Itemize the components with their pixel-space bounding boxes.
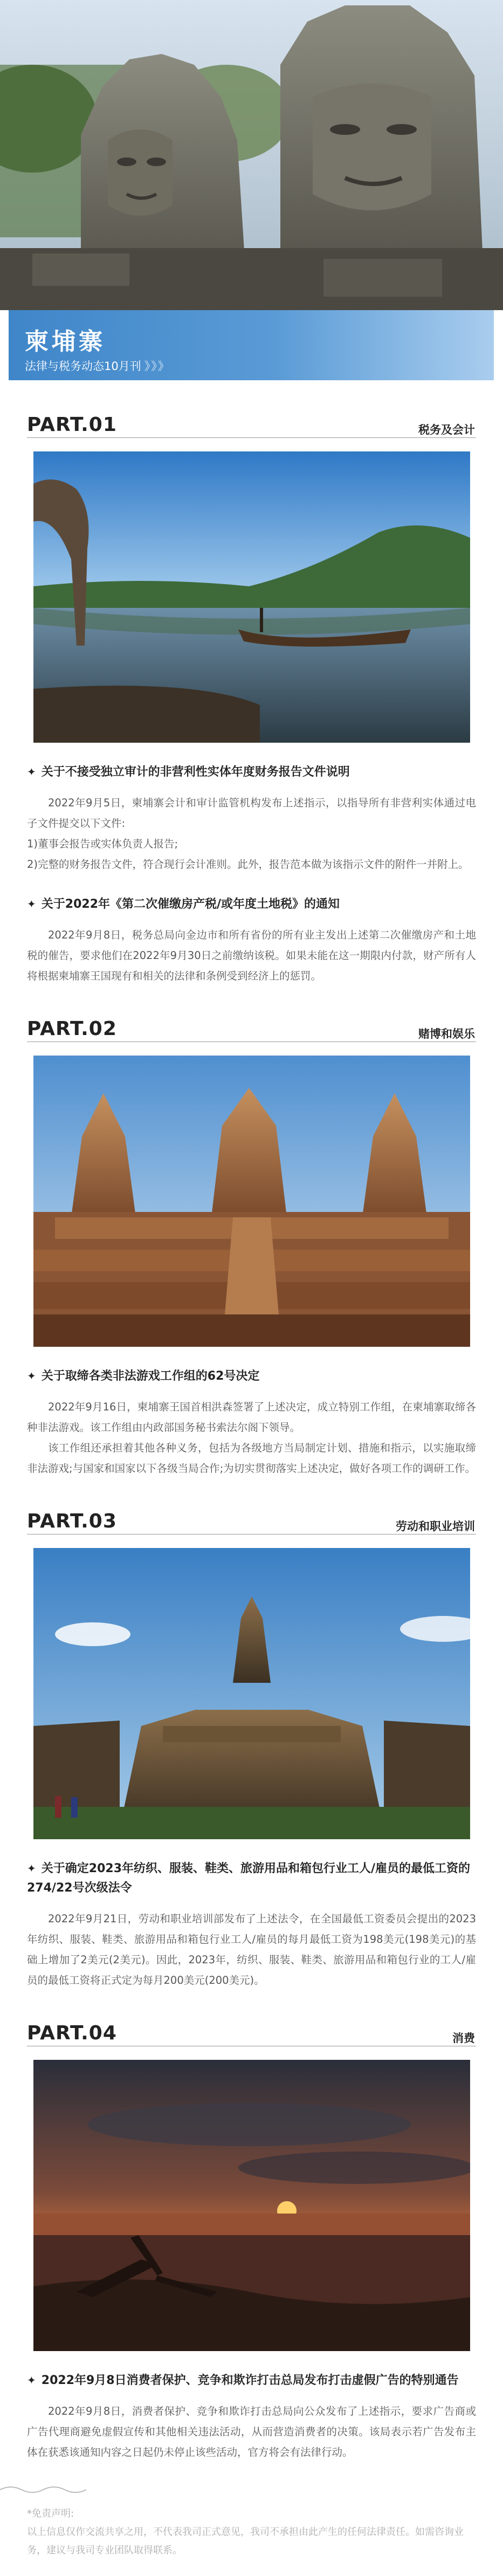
photo-sunset-beach: [33, 2060, 470, 2351]
article-paragraph: 2022年9月8日，消费者保护、竞争和欺诈打击总局向公众发布了上述指示，要求广告商或广告代理商避免虚假宣传和其他相关违法活动，从而营造消费者的决策。该局表示若广告发布主体在获悉该通知内容之日起仍未停止该些活动，官方将会有法律行动。: [27, 2405, 476, 2458]
article-heading-text: 关于确定2023年纺织、服装、鞋类、旅游用品和箱包行业工人/雇员的最低工资的274/22号次级法令: [27, 1862, 471, 1895]
chevrons-icon: 》》》: [144, 360, 170, 373]
article-heading-text: 关于不接受独立审计的非营利性实体年度财务报告文件说明: [41, 765, 350, 779]
section-part-02: [0, 1006, 503, 1479]
article-heading-text: 2022年9月8日消费者保护、竞争和欺诈打击总局发布打击虚假广告的特别通告: [41, 2374, 459, 2387]
article-paragraph: 该工作组还承担着其他各种义务，包括为各级地方当局制定计划、措施和指示，以实施取缔非法游戏;与国家和国家以下各级当局合作;为切实贯彻落实上述决定，做好各项工作的调研工作。: [27, 1442, 476, 1475]
photo-river-boat: [33, 451, 470, 743]
part-title: PART.01: [27, 414, 117, 436]
wave-divider-icon: [0, 2484, 86, 2495]
photo-temple-towers: [33, 1056, 470, 1347]
part-category: 赌博和娱乐: [418, 1027, 475, 1040]
banner-subtitle: [25, 358, 170, 374]
part-header: [12, 1006, 491, 1044]
part-category: 消费: [452, 2032, 475, 2045]
article-heading-text: 关于2022年《第二次催缴房产税/或年度土地税》的通知: [41, 898, 340, 911]
banner-subtitle-text: 法律与税务动态10月刊: [25, 360, 141, 373]
part-header: [12, 402, 491, 440]
article-heading: [27, 1859, 476, 1898]
part-title: PART.02: [27, 1018, 117, 1040]
bullet-star-icon: ✦: [27, 898, 36, 910]
disclaimer-title: *免责声明:: [27, 2508, 74, 2519]
part-header: [12, 1498, 491, 1536]
article-heading: [27, 1366, 476, 1386]
title-banner: [9, 310, 494, 380]
part-category: 税务及会计: [418, 423, 475, 436]
part-divider: [27, 437, 476, 438]
article-heading: [27, 762, 476, 782]
bullet-star-icon: ✦: [27, 1862, 36, 1875]
article-paragraph: 2022年9月5日，柬埔寨会计和审计监管机构发布上述指示，以指导所有非营利实体通过电子文件提交以下文件:: [27, 797, 476, 830]
part-category: 劳动和职业培训: [396, 1520, 475, 1533]
article-paragraph: 2022年9月8日，税务总局向金边市和所有省份的所有业主发出上述第二次催缴房产和土地税的催告，要求他们在2022年9月30日之前缴纳该税。如果未能在这一期限内付款，财产所有人将根据柬埔寨王国现有和相关的法律和条例受到经济上的惩罚。: [27, 929, 476, 982]
section-part-04: [0, 2010, 503, 2463]
part-title: PART.03: [27, 1510, 117, 1532]
hero-photo-bayon-faces: [0, 0, 503, 310]
part-title: PART.04: [27, 2022, 117, 2044]
article-paragraph: 2022年9月21日，劳动和职业培训部发布了上述法令，在全国最低工资委员会提出的2023年纺织、服装、鞋类、旅游用品和箱包行业工人/雇员的每月最低工资为198美元(198美元)的基础上增加了2美元(2美元)。因此，2023年，纺织、服装、鞋类、旅游用品和箱包行业的工人/雇员的最低工资将正式定为每月200美元(200美元)。: [27, 1913, 476, 1986]
part-header: [12, 2010, 491, 2048]
banner-title: 柬埔寨: [25, 328, 106, 355]
article-paragraph: 2022年9月16日，柬埔寨王国首相洪森签署了上述决定，成立特别工作组，在柬埔寨取缔各种非法游戏。该工作组由内政部国务秘书索法尔阁下领导。: [27, 1401, 476, 1434]
article-paragraph: 1)董事会报告或实体负责人报告;: [27, 838, 178, 850]
bullet-star-icon: ✦: [27, 1369, 36, 1382]
article-heading: [27, 894, 476, 914]
article-paragraph: 2)完整的财务报告文件，符合现行会计准则。此外，报告范本做为该指示文件的附件一并附上。: [27, 858, 469, 871]
photo-temple-pyramid: [33, 1548, 470, 1839]
section-part-01: [0, 402, 503, 986]
bullet-star-icon: ✦: [27, 2374, 36, 2387]
disclaimer-text: 以上信息仅作交流共享之用，不代表我司正式意见，我司不承担由此产生的任何法律责任。如需咨询业务，建议与我司专业团队取得联系。: [27, 2526, 464, 2556]
article-heading-text: 关于取缔各类非法游戏工作组的62号决定: [41, 1369, 260, 1383]
article-heading: [27, 2371, 476, 2390]
disclaimer: [27, 2505, 476, 2560]
footer-spacer: [0, 2560, 503, 2576]
bullet-star-icon: ✦: [27, 765, 36, 778]
section-part-03: [0, 1498, 503, 1991]
